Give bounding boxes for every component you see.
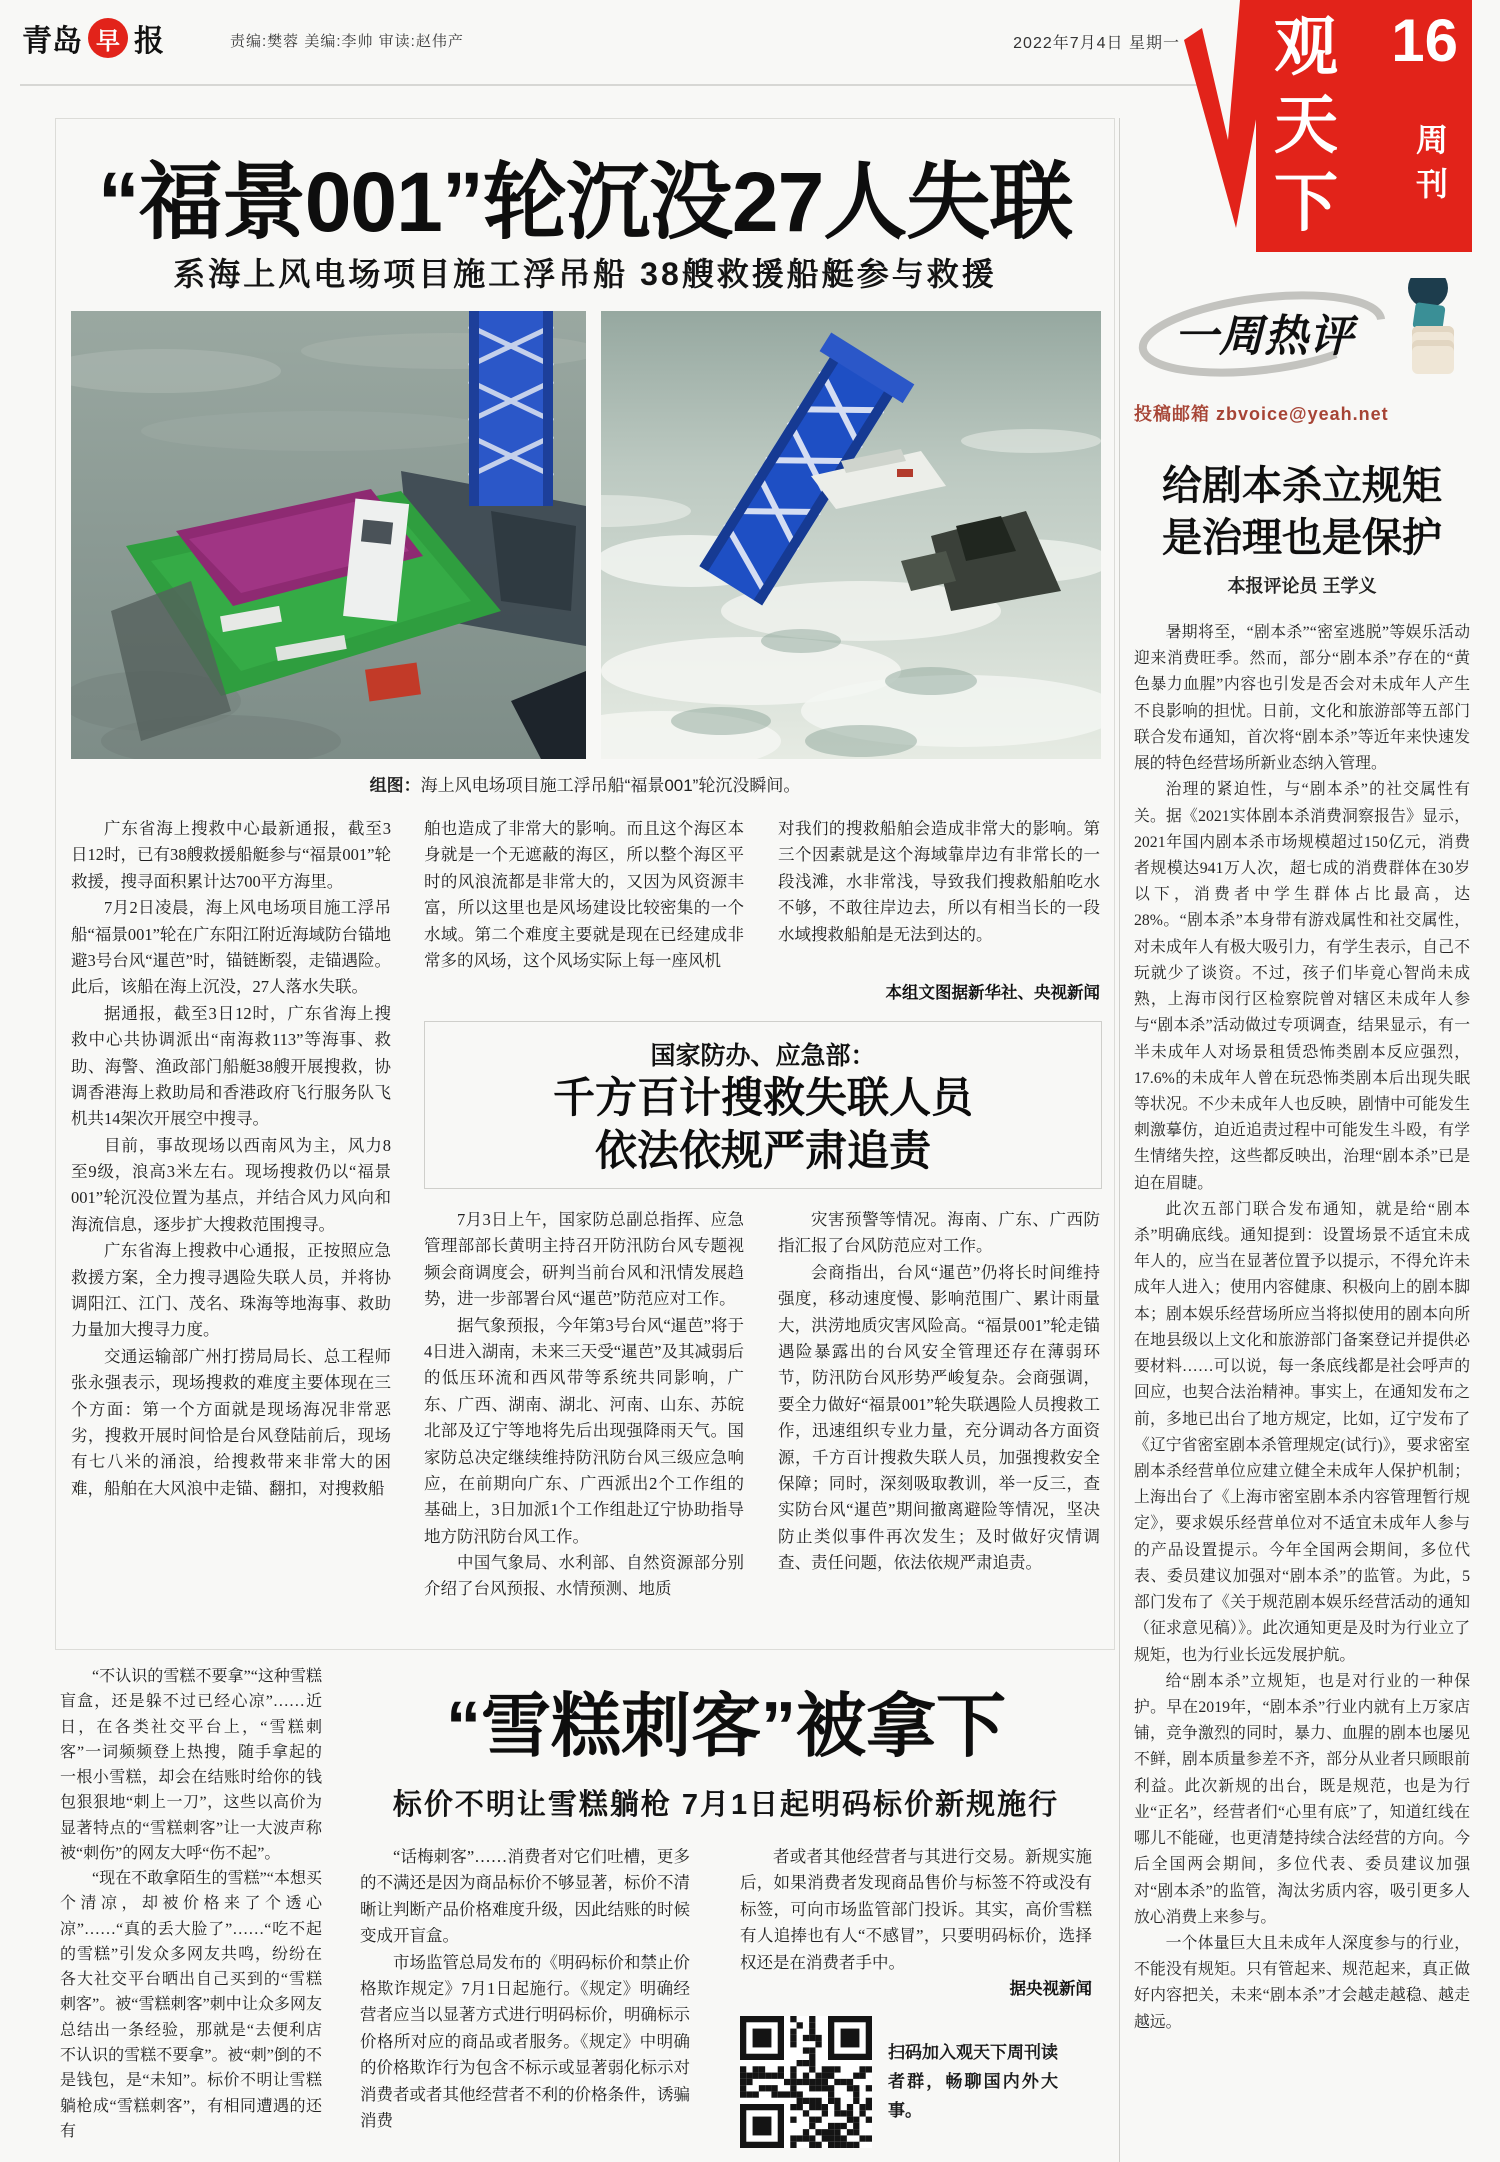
qr-block xyxy=(740,2016,1092,2148)
paragraph: 中国气象局、水利部、自然资源部分别介绍了台风预报、水情预测、地质 xyxy=(424,1553,744,1599)
lead-story xyxy=(55,118,1115,1650)
paragraph: 广东省海上搜救中心通报，正按照应急救援方案，全力搜寻遇险失联人员，并将协调阳江、江门、茂名、珠海等地海事、救助力量加大搜寻力度。 xyxy=(71,1241,391,1340)
bottom-story-intro-col xyxy=(60,1664,322,2156)
callout-line-2: 依法依规严肃追责 xyxy=(594,1126,931,1174)
paragraph: 舶也造成了非常大的影响。而且这个海区本身就是一个无遮蔽的海区，所以整个海区平时的风浪流都是非常大的，又因为风资源丰富，所以这里也是风场建设比较密集的一个水域。第二个难度主要就是现在已经建成非常多的风场，这个风场实际上每一座风机 xyxy=(424,819,744,970)
lead-subheadline: 系海上风电场项目施工浮吊船 38艘救援船艇参与救援 xyxy=(173,256,997,292)
header-rule xyxy=(20,84,1198,86)
callout-kicker: 国家防办、应急部： xyxy=(650,1042,876,1070)
paragraph: “现在不敢拿陌生的雪糕”“本想买个清凉，却被价格来了个透心凉”……“真的丢大脸了”……“吃不起的雪糕”引发众多网友共鸣，纷纷在各大社交平台晒出自己买到的“雪糕刺客”。被“雪糕刺客”刺中让众多网友总结出一条经验，那就是“去便利店不认识的雪糕不要拿”。被“刺”倒的不是钱包，是“未知”。标价不明让雪糕躺枪成“雪糕刺客”，有相同遭遇的还有 xyxy=(60,1870,322,2140)
weekly-char: 刊 xyxy=(1415,166,1448,202)
callout-line-1: 千方百计搜救失联人员 xyxy=(552,1074,973,1121)
hot-comment-logo xyxy=(1134,278,1470,390)
paragraph: 此次五部门联合发布通知，就是给“剧本杀”明确底线。通知提到：设置场景不适宜未成年人的，应当在显著位置予以提示，不得允许未成年人进入；使用内容健康、积极向上的剧本脚本；剧本娱乐经营场所应当将拟使用的剧本向所在地县级以上文化和旅游部门备案登记并提供必要材料……可以说，每一条底线都是社会呼声的回应，也契合法治精神。事实上，在通知发布之前，多地已出台了地方规定，比如，辽宁发布了《辽宁省密室剧本杀管理规定(试行)》，要求密室剧本杀经营单位应建立健全未成年人保护机制；上海出台了《上海市密室剧本杀内容管理暂行规定》，要求娱乐经营单位对不适宜未成年人参与的产品设置提示。今年全国两会期间，多位代表、委员建议加强对“剧本杀”的监管。为此，5部门发布了《关于规范剧本娱乐经营活动的通知（征求意见稿）》。此次通知更是及时为行业立了规矩，也为行业长远发展护航。 xyxy=(1134,1200,1470,1664)
callout-box xyxy=(424,1021,1102,1189)
paragraph: “不认识的雪糕不要拿”“这种雪糕盲盒，还是躲不过已经心凉”……近日，在各类社交平台上，“雪糕刺客”一词频频登上热搜，随手拿起的一根小雪糕，却会在结账时给你的钱包狠狠地“刺上一刀”，这些以高价为显著特点的“雪糕刺客”让一大波声称被“刺伤”的网友大呼“伤不起”。 xyxy=(60,1668,322,1862)
paragraph: 7月2日凌晨，海上风电场项目施工浮吊船“福景001”轮在广东阳江附近海域防台锚地避3号台风“暹芭”时，锚链断裂，走锚遇险。此后，该船在海上沉没，27人落水失联。 xyxy=(71,898,391,997)
hot-comment-title: 一周热评 xyxy=(1174,312,1354,361)
photo-caption xyxy=(56,771,1114,796)
bottom-attribution: 据央视新闻 xyxy=(1009,1979,1092,1998)
photo-vessel-sinking xyxy=(601,311,1101,759)
issue-date: 2022年7月4日 星期一 xyxy=(1013,35,1180,52)
masthead-name-right: 报 xyxy=(134,25,164,58)
section-title-char: 天 xyxy=(1274,89,1338,161)
paragraph: 市场监管总局发布的《明码标价和禁止价格欺诈规定》7月1日起施行。《规定》明确经营者应当以显著方式进行明码标价，明确标示价格所对应的商品或者服务。《规定》中明确的价格欺诈行为包含不标示或显著弱化标示对消费者或者其他经营者不利的价格条件，诱骗消费 xyxy=(360,1952,690,2130)
paragraph: 者或者其他经营者与其进行交易。新规实施后，如果消费者发现商品售价与标签不符或没有标签，可向市场监管部门投诉。其实，高价雪糕有人追捧也有人“不感冒”，只要明码标价，选择权还是在消费者手中。 xyxy=(740,1847,1092,1972)
lead-attribution: 本组文图据新华社、央视新闻 xyxy=(885,984,1100,1002)
paragraph: 一个体量巨大且未成年人深度参与的行业，不能没有规矩。只有管起来、规范起来，真正做好内容把关，未来“剧本杀”才会越走越稳、越走越远。 xyxy=(1134,1934,1470,2031)
lead-headline: “福景001”轮沉没27人失联 xyxy=(97,155,1073,249)
paragraph: 治理的紧迫性，与“剧本杀”的社交属性有关。据《2021实体剧本杀消费洞察报告》显示，2021年国内剧本杀市场规模超过150亿元，消费者规模达941万人次，超七成的消费群体在30岁以下，消费者中学生群体占比最高，达28%。“剧本杀”本身带有游戏属性和社交属性，对未成年人有极大吸引力，有学生表示，自己不玩就少了谈资。不过，孩子们毕竟心智尚未成熟，上海市闵行区检察院曾对辖区未成年人参与“剧本杀”活动做过专项调查，结果显示，有一半未成年人对场景租赁恐怖类剧本反应强烈，17.6%的未成年人曾在玩恐怖类剧本后出现失眠等状况。不少未成年人也反映，剧情中可能发生刺激摹仿，迫近追责过程中可能发生斗殴，有学生情绪失控，这些都反映出，治理“剧本杀”已是迫在眉睫。 xyxy=(1134,781,1470,1192)
lead-col-1 xyxy=(71,816,391,1622)
photo-caption-label: 组图： xyxy=(369,776,421,795)
bottom-col-a xyxy=(360,1844,690,2162)
photo-vessel-aerial xyxy=(71,311,586,759)
section-title-char: 观 xyxy=(1274,11,1338,83)
editorial-body xyxy=(1134,620,1470,2036)
editor-credits: 责编:樊蓉 美编:李帅 审读:赵伟产 xyxy=(230,33,464,50)
paragraph: 7月3日上午，国家防总副总指挥、应急管理部部长黄明主持召开防汛防台风专题视频会商调度会，研判当前台风和汛情发展趋势，进一步部署台风“暹芭”防范应对工作。 xyxy=(424,1210,744,1309)
masthead-name-left: 青岛 xyxy=(22,25,82,58)
lead-col-2-top xyxy=(424,816,744,1016)
editorial-headline xyxy=(1134,460,1470,564)
qr-code xyxy=(740,2016,872,2148)
paragraph: 据气象预报，今年第3号台风“暹芭”将于4日进入湖南，未来三天受“暹芭”及其减弱后的低压环流和西风带等系统共同影响，广东、广西、湖南、湖北、河南、山东、苏皖北部及辽宁等地将先后出现强降雨天气。国家防总决定继续维持防汛防台风三级应急响应，在前期向广东、广西派出2个工作组的基础上，3日加派1个工作组赴辽宁协助指导地方防汛防台风工作。 xyxy=(424,1315,744,1546)
section-title-char: 下 xyxy=(1274,167,1338,239)
photo-caption-text: 海上风电场项目施工浮吊船“福景001”轮沉没瞬间。 xyxy=(420,776,801,795)
section-badge xyxy=(1256,0,1472,252)
page-number: 16 xyxy=(1391,7,1458,74)
editorial-byline: 本报评论员 王学义 xyxy=(1227,576,1377,596)
bottom-col-b xyxy=(740,1844,1092,2162)
paragraph: “话梅刺客”……消费者对它们吐槽，更多的不满还是因为商品标价不够显著，标价不清晰让判断产品价格难度升级，因此结账的时候变成开盲盒。 xyxy=(360,1847,690,1946)
paragraph: 给“剧本杀”立规矩，也是对行业的一种保护。早在2019年，“剧本杀”行业内就有上万家店铺，竞争激烈的同时，暴力、血腥的剧本也屡见不鲜，剧本质量参差不齐，部分从业者只顾眼前利益。此次新规的出台，既是规范，也是为行业“正名”，经营者们“心里有底”了，知道红线在哪儿不能碰，也更清楚持续合法经营的方向。今后全国两会期间，多位代表、委员建议加强对“剧本杀”的监管，淘汰劣质内容，吸引更多人放心消费上来参与。 xyxy=(1134,1672,1470,1926)
submission-email: 投稿邮箱 zbvoice@yeah.net xyxy=(1134,404,1389,424)
bottom-story xyxy=(340,1662,1112,2162)
masthead-logo xyxy=(22,16,164,60)
paragraph: 交通运输部广州打捞局局长、总工程师张永强表示，现场搜救的难度主要体现在三个方面：第一个方面就是现场海况非常恶劣，搜救开展时间恰是台风登陆前后，现场有七八米的涌浪，给搜救带来非常大的困难，船舶在大风浪中走锚、翻扣，对搜救船 xyxy=(71,1346,391,1498)
bottom-headline: “雪糕刺客”被拿下 xyxy=(446,1687,1006,1765)
paragraph: 对我们的搜救船舶会造成非常大的影响。第三个因素就是这个海域靠岸边有非常长的一段浅滩，水非常浅，导致我们搜救船舶吃水不够，不敢往岸边去，所以有相当长的一段水域搜救船舶是无法到达的。 xyxy=(778,819,1100,944)
bottom-subheadline: 标价不明让雪糕躺枪 7月1日起明码标价新规施行 xyxy=(392,1789,1060,1821)
lead-col-2-bottom xyxy=(424,1207,744,1637)
paragraph: 目前，事故现场以西南风为主，风力8至9级，浪高3米左右。现场搜救仍以“福景001”轮沉没位置为基点，并结合风力风向和海流信息，逐步扩大搜救范围搜寻。 xyxy=(71,1135,391,1234)
paragraph: 灾害预警等情况。海南、广东、广西防指汇报了台风防范应对工作。 xyxy=(778,1210,1100,1256)
paragraph: 会商指出，台风“暹芭”仍将长时间维持强度，移动速度慢、影响范围广、累计雨量大，洪涝地质灾害风险高。“福景001”轮走锚遇险暴露出的台风安全管理还存在薄弱环节，防汛防台风形势严峻复杂。会商强调，要全力做好“福景001”轮失联遇险人员搜救工作，迅速组织专业力量，充分调动各方面资源，千方百计搜救失联人员，加强搜救安全保障；同时，深刻吸取教训，举一反三，查实防台风“暹芭”期间撤离避险等情况，坚决防止类似事件再次发生；及时做好灾情调查、责任问题，依法依规严肃追责。 xyxy=(778,1262,1100,1573)
paragraph: 据通报，截至3日12时，广东省海上搜救中心共协调派出“南海救113”等海事、救助、海警、渔政部门船艇38艘开展搜救，协调香港海上救助局和香港政府飞行服务队飞机共14架次开展空中搜寻。 xyxy=(71,1003,391,1129)
microphone-icon xyxy=(1394,278,1464,378)
editorial-headline-line1: 给剧本杀立规矩 xyxy=(1162,464,1442,508)
sidebar-column xyxy=(1134,278,1470,2162)
column-divider xyxy=(1119,118,1120,2162)
paragraph: 暑期将至，“剧本杀”“密室逃脱”等娱乐活动迎来消费旺季。然而，部分“剧本杀”存在的“黄色暴力血腥”内容也引发是否会对未成年人产生不良影响的担忧。日前，文化和旅游部等五部门联合发布通知，首次将“剧本杀”等近年来快速发展的特色经营场所新业态纳入管理。 xyxy=(1134,624,1470,773)
weekly-char: 周 xyxy=(1415,122,1448,158)
weekly-label xyxy=(1416,118,1448,206)
lead-col-3-bottom xyxy=(778,1207,1100,1637)
section-title xyxy=(1274,8,1338,242)
paragraph: 广东省海上搜救中心最新通报，截至3日12时，已有38艘救援船艇参与“福景001”轮救援，搜寻面积累计达700平方海里。 xyxy=(71,819,391,891)
qr-caption: 扫码加入观天下周刊读者群，畅聊国内外大事。 xyxy=(888,2043,1058,2120)
masthead-seal-icon: 早 xyxy=(88,18,128,58)
editorial-headline-line2: 是治理也是保护 xyxy=(1162,516,1442,560)
